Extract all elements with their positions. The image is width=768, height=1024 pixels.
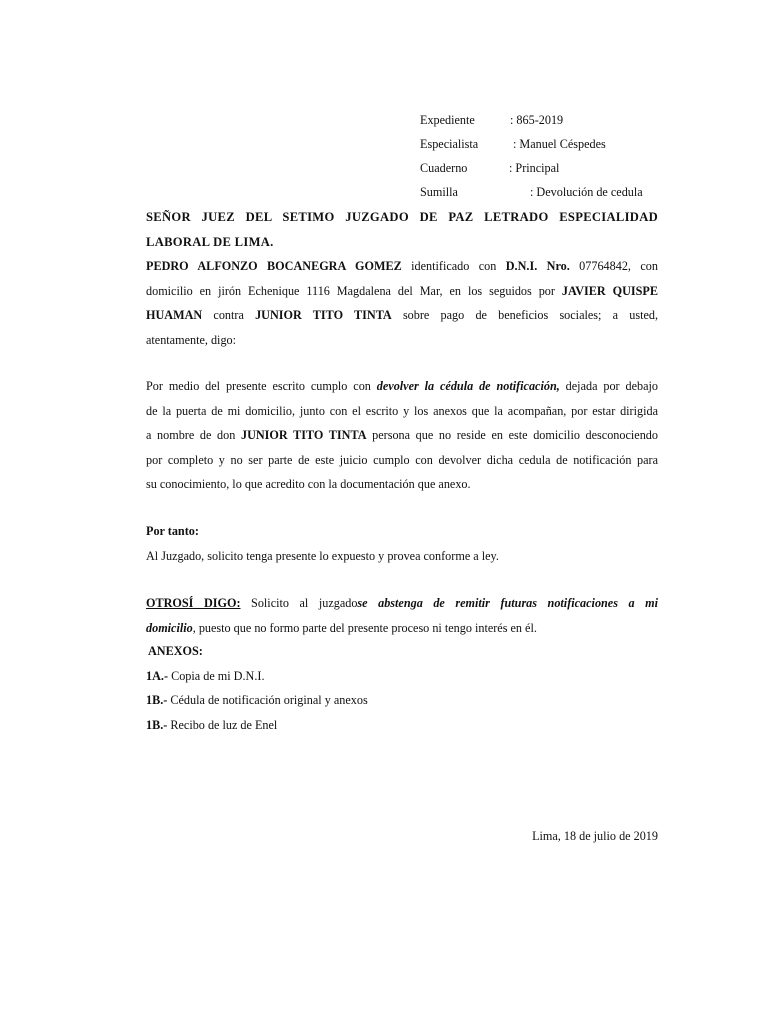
meta-especialista-label: Especialista — [420, 137, 479, 151]
main-paragraph — [146, 378, 658, 501]
intro-line-2 — [146, 283, 658, 308]
intro-paragraph — [146, 258, 658, 356]
intro-line-3 — [146, 307, 658, 332]
main-line-3 — [146, 427, 658, 452]
anexos-section — [146, 643, 658, 741]
main-line-1 — [146, 378, 658, 403]
main-line-5: su conocimiento, lo que acredito con la documentación que anexo. — [146, 477, 471, 492]
intro-text: identificado con — [401, 259, 506, 273]
plaintiff-name: JAVIER QUISPE — [561, 283, 658, 298]
anexo-code: 1B.- — [146, 693, 168, 708]
intro-matter: sobre pago de beneficios sociales; a usted, — [391, 308, 658, 323]
intro-contra: contra — [202, 308, 256, 323]
main-text-a: Por medio del presente escrito cumplo con — [146, 379, 377, 393]
por-tanto-section — [146, 523, 658, 572]
main-line-4: por completo y no ser parte de este juicio cumplo con devolver dicha cedula de notificación para — [146, 452, 658, 467]
meta-especialista-value: : Manuel Céspedes — [513, 137, 606, 151]
otrosi-label: OTROSÍ DIGO: — [146, 596, 241, 610]
meta-expediente-label: Expediente — [420, 113, 475, 127]
meta-cuaderno-value: : Principal — [509, 161, 560, 175]
main-text-c: a nombre de don — [146, 428, 241, 443]
main-emphasis: devolver la cédula de notificación, — [376, 379, 560, 393]
otrosi-section — [146, 595, 658, 644]
anexo-code: 1A.- — [146, 668, 169, 683]
main-defendant: JUNIOR TITO TINTA — [240, 428, 367, 443]
anexo-text: Copia de mi D.N.I. — [168, 668, 265, 683]
meta-sumilla-label: Sumilla — [420, 185, 458, 199]
signature-date: Lima, 18 de julio de 2019 — [532, 829, 658, 843]
intro-line-4: atentamente, digo: — [146, 332, 237, 347]
defendant-name: JUNIOR TITO TINTA — [255, 308, 392, 323]
main-text-d: persona que no reside en este domicilio desconociendo — [366, 428, 658, 443]
main-line-2: de la puerta de mi domicilio, junto con el escrito y los anexos que la acompañan, por estar dirigida — [146, 403, 658, 418]
anexo-item — [146, 692, 658, 717]
anexo-text: Cédula de notificación original y anexos — [167, 693, 368, 708]
otrosi-emphasis-2: domicilio — [146, 620, 193, 635]
intro-address: domicilio en jirón Echenique 1116 Magdalena del Mar, en los seguidos por — [146, 283, 562, 298]
meta-expediente-value: : 865-2019 — [510, 113, 564, 127]
dni-label: D.N.I. Nro. — [505, 259, 570, 273]
plaintiff-surname: HUAMAN — [146, 308, 203, 323]
otrosi-text-a: Solicito al juzgado — [240, 596, 358, 610]
intro-dni-number: 07764842, con — [569, 259, 658, 273]
header-block — [146, 209, 658, 258]
meta-sumilla-value: : Devolución de cedula — [530, 185, 643, 199]
anexo-code: 1B.- — [146, 717, 168, 732]
por-tanto-text: Al Juzgado, solicito tenga presente lo expuesto y provea conforme a ley. — [146, 548, 499, 563]
por-tanto-label: Por tanto: — [146, 524, 199, 538]
header-line-1: SEÑOR JUEZ DEL SETIMO JUZGADO DE PAZ LETRADO ESPECIALIDAD — [146, 210, 658, 224]
header-line-2: LABORAL DE LIMA. — [146, 234, 274, 249]
petitioner-name: PEDRO ALFONZO BOCANEGRA GOMEZ — [146, 259, 402, 273]
intro-line-1 — [146, 258, 658, 283]
meta-cuaderno-label: Cuaderno — [420, 161, 468, 175]
anexo-item — [146, 717, 658, 742]
anexo-item — [146, 668, 658, 693]
otrosi-emphasis: se abstenga de remitir futuras notificaciones a mi — [357, 596, 658, 610]
otrosi-line-1 — [146, 595, 658, 620]
otrosi-line-2 — [146, 620, 658, 645]
main-text-b: dejada por debajo — [559, 379, 658, 393]
anexo-text: Recibo de luz de Enel — [167, 717, 278, 732]
otrosi-text-b: , puesto que no formo parte del presente proceso ni tengo interés en él. — [192, 620, 537, 635]
anexos-label: ANEXOS: — [148, 644, 203, 658]
